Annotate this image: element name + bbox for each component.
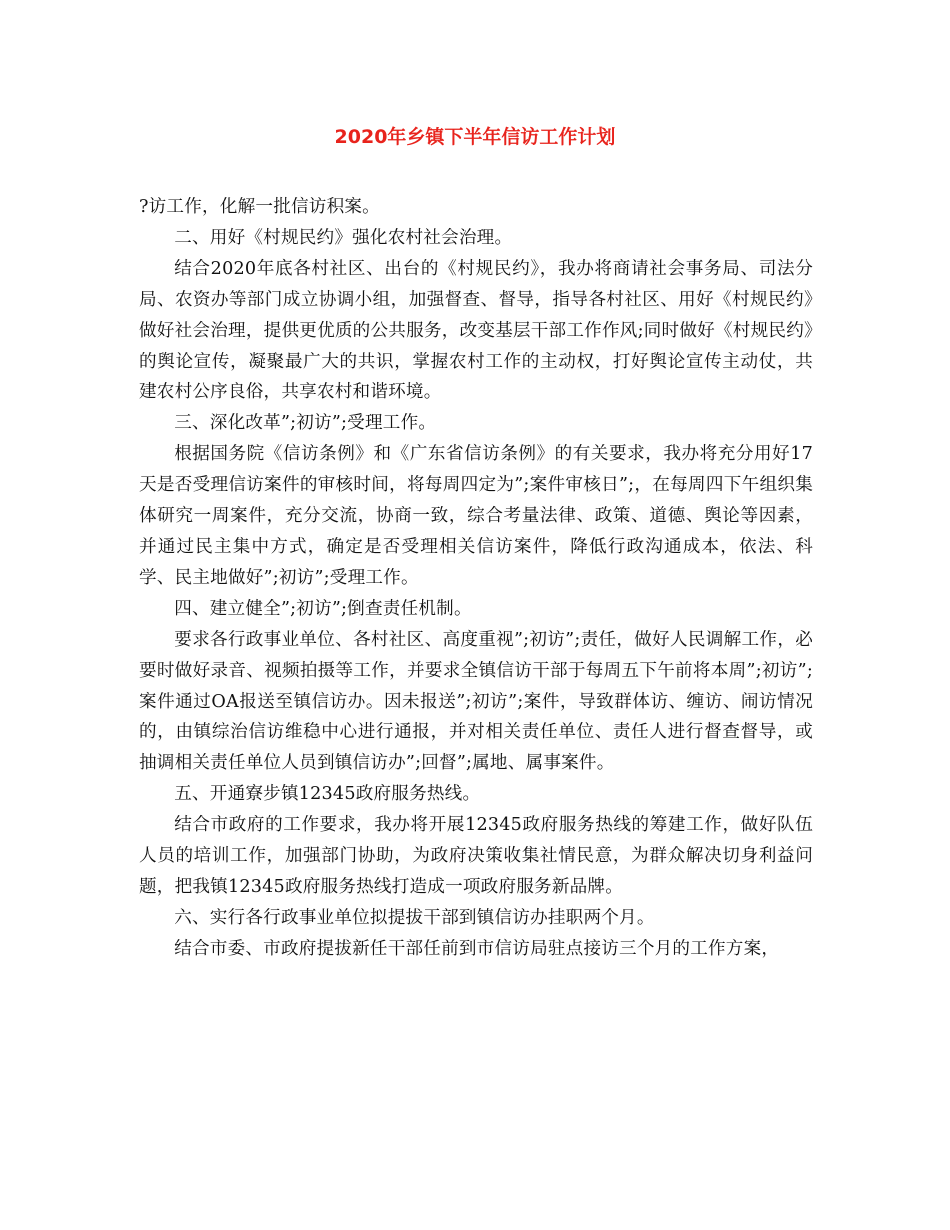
paragraph-11: 结合市委、市政府提拔新任干部任前到市信访局驻点接访三个月的工作方案， <box>174 938 780 959</box>
paragraph-1: ?访工作，化解一批信访积案。 <box>139 197 380 217</box>
section-heading-5: 五、开通寮步镇12345政府服务热线。 <box>174 784 481 805</box>
paragraph-9: 结合市政府的工作要求，我办将开展12345政府服务热线的筹建工作，做好队伍人员的培训工作，加强部门协助，为政府决策收集社情民意，为群众解决切身利益问题，把我镇12345政府服务热线打造成一项政府服务新品牌。 <box>139 815 813 897</box>
section-heading-6: 六、实行各行政事业单位拟提拔干部到镇信访办挂职两个月。 <box>174 907 655 928</box>
paragraph-3: 结合2020年底各村社区、出台的《村规民约》，我办将商请社会事务局、司法分局、农资办等部门成立协调小组，加强督查、督导，指导各村社区、用好《村规民约》做好社会治理，提供更优质的公共服务，改变基层干部工作作风;同时做好《村规民约》的舆论宣传，凝聚最广大的共识，掌握农村工作的主动权，打好舆论宣传主动仗，共建农村公序良俗，共享农村和谐环境。 <box>139 258 813 403</box>
section-heading-3: 三、深化改革”;初访”;受理工作。 <box>174 413 437 434</box>
paragraph-7: 要求各行政事业单位、各村社区、高度重视”;初访”;责任，做好人民调解工作，必要时做好录音、视频拍摄等工作，并要求全镇信访干部于每周五下午前将本周”;初访”;案件通过OA报送至镇信访办。因未报送”;初访”;案件，导致群体访、缠访、闹访情况的，由镇综治信访维稳中心进行通报，并对相关责任单位、责任人进行督查督导，或抽调相关责任单位人员到镇信访办”;回督”;属地、属事案件。 <box>139 629 813 774</box>
paragraph-5: 根据国务院《信访条例》和《广东省信访条例》的有关要求，我办将充分用好17天是否受理信访案件的审核时间，将每周四定为”;案件审核日”;，在每周四下午组织集体研究一周案件，充分交流，协商一致，综合考量法律、政策、道德、舆论等因素，并通过民主集中方式，确定是否受理相关信访案件，降低行政沟通成本，依法、科学、民主地做好”;初访”;受理工作。 <box>139 444 813 588</box>
section-heading-4: 四、建立健全”;初访”;倒查责任机制。 <box>174 598 472 619</box>
document-body <box>139 192 813 965</box>
section-heading-2: 二、用好《村规民约》强化农村社会治理。 <box>174 227 513 248</box>
document-title: 2020年乡镇下半年信访工作计划 <box>334 126 616 148</box>
